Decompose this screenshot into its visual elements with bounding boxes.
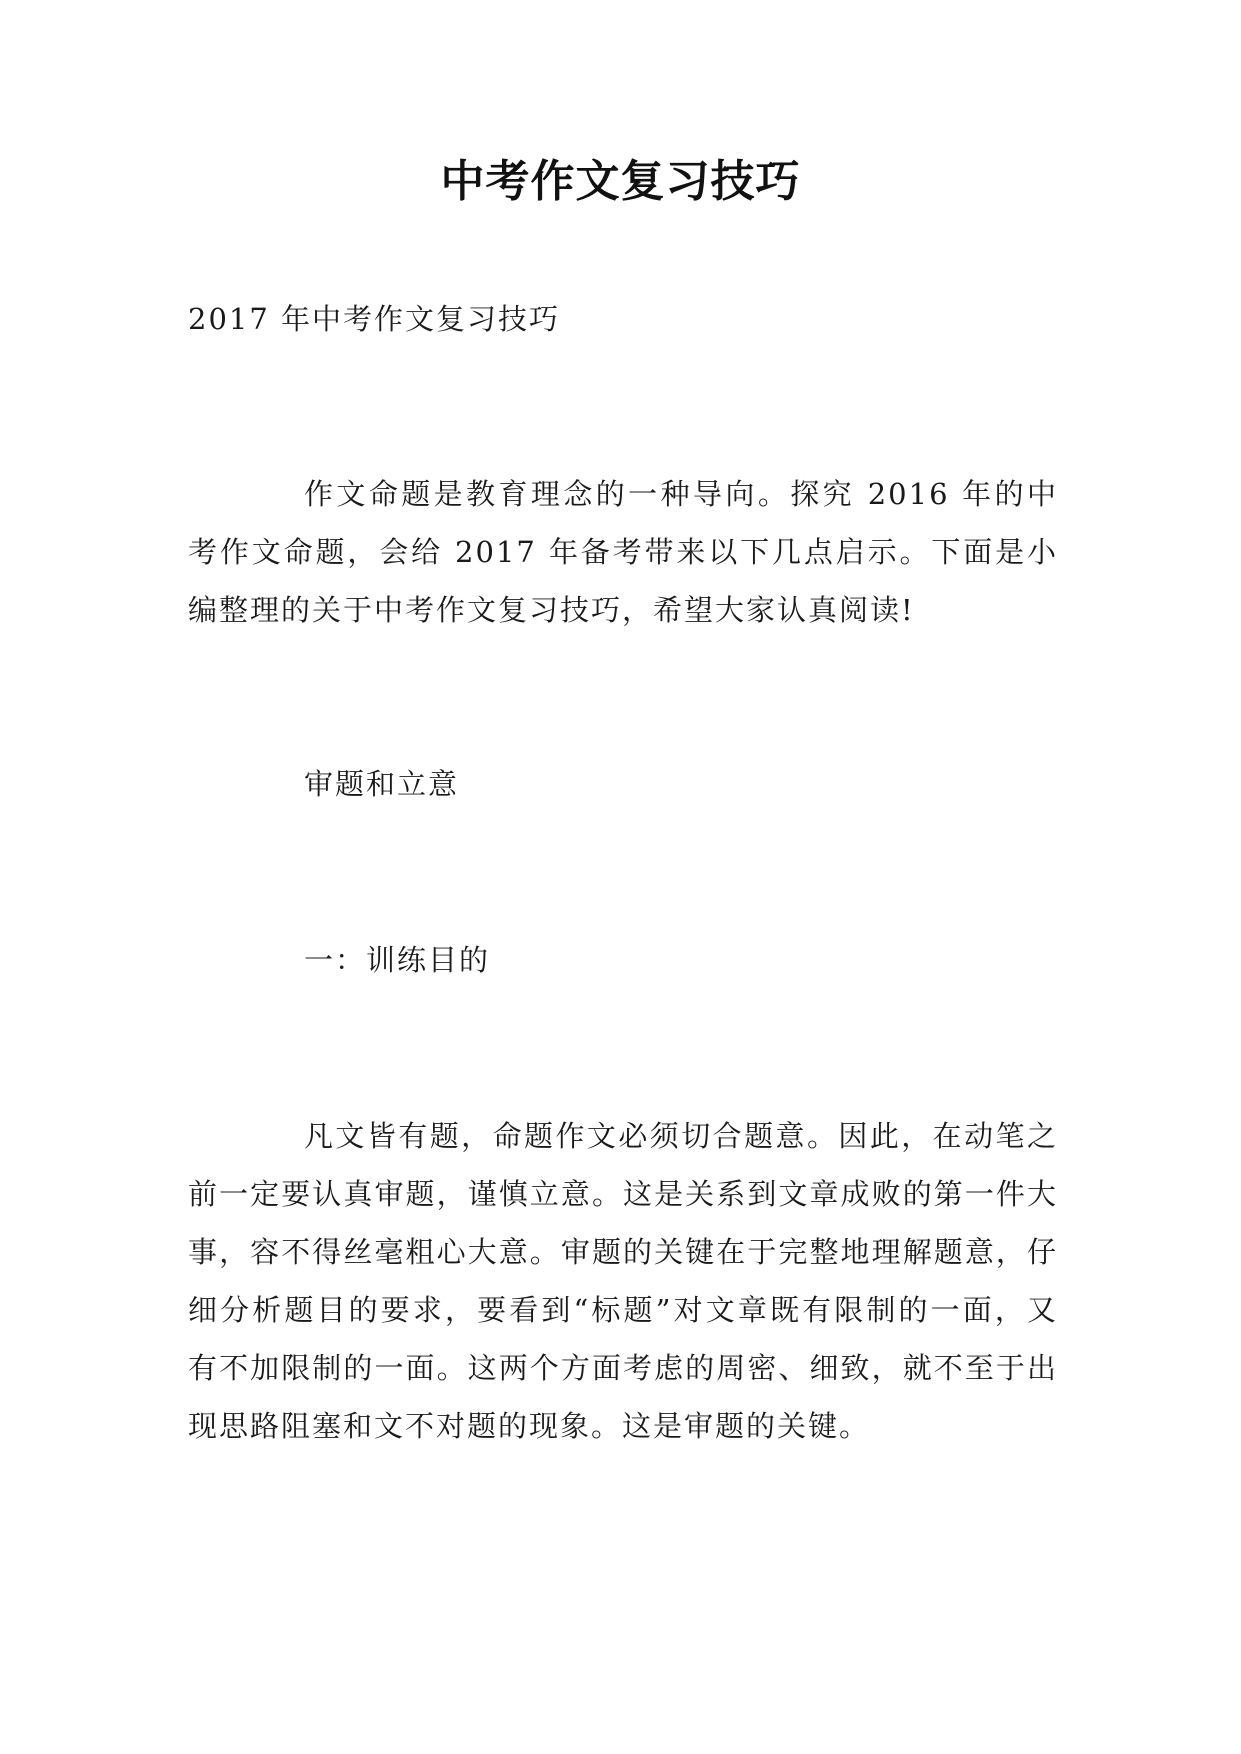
section-heading: 审题和立意 — [304, 767, 460, 801]
intro-paragraph: 作文命题是教育理念的一种导向。探究 2016 年的中考作文命题，会给 2017 年备考带来以下几点启示。下面是小编整理的关于中考作文复习技巧，希望大家认真阅读! — [188, 477, 1058, 627]
body-paragraph: 凡文皆有题，命题作文必须切合题意。因此，在动笔之前一定要认真审题，谨慎立意。这是关系到文章成败的第一件大事，容不得丝毫粗心大意。审题的关键在于完整地理解题意，仔细分析题目的要求，要看到“标题”对文章既有限制的一面，又有不加限制的一面。这两个方面考虑的周密、细致，就不至于出现思路阻塞和文不对题的现象。这是审题的关键。 — [188, 1119, 1058, 1443]
document-title: 中考作文复习技巧 — [440, 156, 801, 207]
subsection-heading: 一：训练目的 — [304, 943, 491, 977]
document-subtitle: 2017 年中考作文复习技巧 — [188, 302, 561, 336]
